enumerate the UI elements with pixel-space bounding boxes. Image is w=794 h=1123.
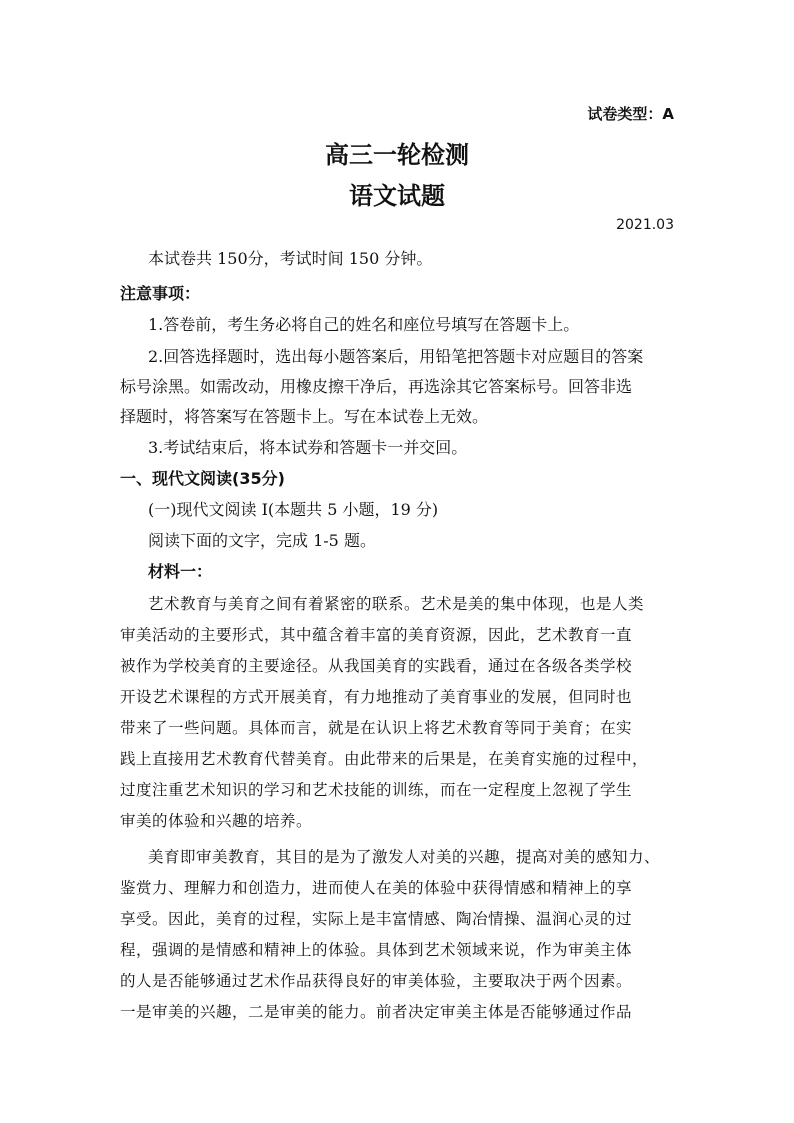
notice-item-2-line-3: 择题时，将答案写在答题卡上。写在本试卷上无效。 [120, 407, 489, 426]
passage-line: 被作为学校美育的主要途径。从我国美育的实践看，通过在各级各类学校 [120, 657, 633, 675]
notice-item-2-line-1: 2.回答选择题时，选出每小题答案后，用铅笔把答题卡对应题目的答案 [148, 347, 644, 366]
passage-line: 艺术教育与美育之间有着紧密的联系。艺术是美的集中体现，也是人类 [148, 595, 645, 613]
passage-line: 的人是否能够通过艺术作品获得良好的审美体验，主要取决于两个因素。 [120, 972, 633, 990]
material-label: 材料一： [148, 562, 213, 581]
subsection-heading: (一)现代文阅读 I(本题共 5 小题，19 分) [148, 500, 439, 519]
exam-subject: 语文试题 [349, 181, 445, 210]
exam-title: 高三一轮检测 [325, 140, 469, 169]
exam-intro: 本试卷共 150分，考试时间 150 分钟。 [148, 249, 433, 268]
passage-line: 审美活动的主要形式，其中蕴含着丰富的美育资源，因此，艺术教育一直 [120, 626, 633, 644]
reading-instruction: 阅读下面的文字，完成 1-5 题。 [148, 531, 376, 550]
passage-line: 享受。因此，美育的过程，实际上是丰富情感、陶冶情操、温润心灵的过 [120, 910, 633, 928]
notice-item-3: 3.考试结束后，将本试券和答题卡一并交回。 [148, 438, 468, 457]
notice-heading: 注意事项： [120, 284, 201, 303]
passage-line: 审美的体验和兴趣的培养。 [120, 812, 313, 830]
passage-line: 开设艺术课程的方式开展美育，有力地推动了美育事业的发展，但同时也 [120, 688, 633, 706]
passage-line: 鉴赏力、理解力和创造力，进而使人在美的体验中获得情感和精神上的享 [120, 879, 633, 897]
notice-item-1: 1.答卷前，考生务必将自己的姓名和座位号填写在答题卡上。 [148, 315, 580, 334]
notice-item-2-line-2: 标号涂黑。如需改动，用橡皮擦干净后，再选涂其它答案标号。回答非选 [120, 377, 633, 396]
passage-line: 过度注重艺术知识的学习和艺术技能的训练，而在一定程度上忽视了学生 [120, 781, 633, 799]
paper-type-label: 试卷类型：A [587, 105, 674, 123]
exam-date: 2021.03 [616, 217, 674, 233]
passage-line: 一是审美的兴趣，二是审美的能力。前者决定审美主体是否能够通过作品 [120, 1003, 633, 1021]
passage-line: 美育即审美教育，其目的是为了激发人对美的兴趣，提高对美的感知力、 [148, 848, 661, 866]
section-heading: 一、现代文阅读(35分) [120, 469, 285, 488]
passage-line: 践上直接用艺术教育代替美育。由此带来的后果是，在美育实施的过程中， [120, 750, 649, 768]
passage-line: 带来了一些问题。具体而言，就是在认识上将艺术教育等同于美育；在实 [120, 719, 633, 737]
passage-line: 程，强调的是情感和精神上的体验。具体到艺术领域来说，作为审美主体 [120, 941, 633, 959]
